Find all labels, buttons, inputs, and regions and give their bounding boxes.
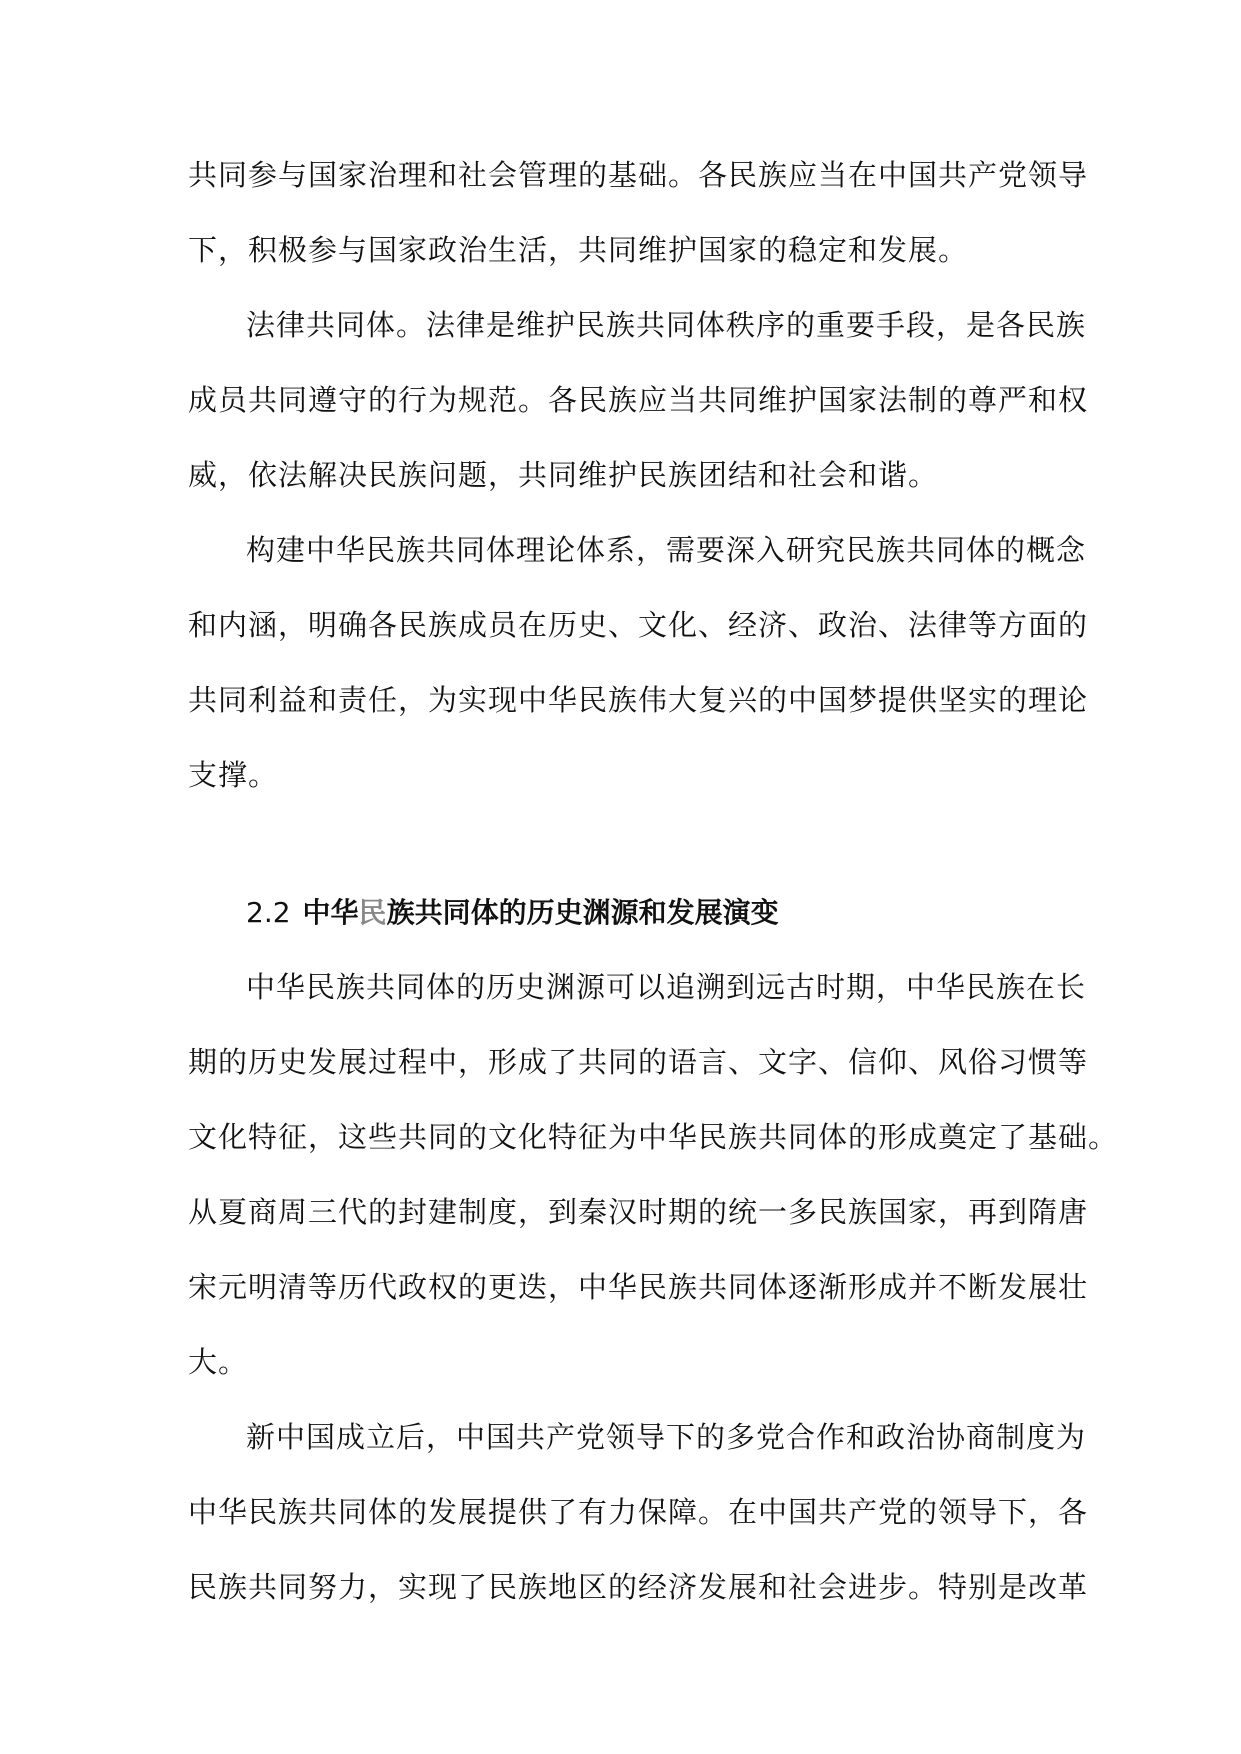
- paragraph-theory-system: [188, 513, 1089, 813]
- section-title-part: 族共同体的历史渊源和发展演变: [386, 896, 779, 929]
- section-heading: [188, 875, 1052, 950]
- section-title-highlight: 民: [358, 896, 387, 929]
- paragraph-governance-continuation: [188, 138, 1089, 288]
- paragraph-new-china: [188, 1400, 1089, 1625]
- text-line: 民族共同努力，实现了民族地区的经济发展和社会进步。特别是改革: [188, 1570, 1089, 1604]
- section-number: 2.2: [246, 896, 291, 929]
- text-line: 威，依法解决民族问题，共同维护民族团结和社会和谐。: [188, 458, 939, 492]
- text-line: 共同利益和责任，为实现中华民族伟大复兴的中国梦提供坚实的理论: [188, 683, 1089, 717]
- text-line: 期的历史发展过程中，形成了共同的语言、文字、信仰、风俗习惯等: [188, 1045, 1089, 1079]
- text-line: 中华民族共同体的历史渊源可以追溯到远古时期，中华民族在长: [246, 970, 1087, 1004]
- paragraph-historical-origins: [188, 950, 1119, 1400]
- page-content: [188, 138, 1119, 1625]
- text-line: 支撑。: [188, 758, 279, 792]
- text-line: 中华民族共同体的发展提供了有力保障。在中国共产党的领导下，各: [188, 1495, 1089, 1529]
- text-line: 构建中华民族共同体理论体系，需要深入研究民族共同体的概念: [246, 533, 1087, 567]
- text-line: 法律共同体。法律是维护民族共同体秩序的重要手段，是各民族: [246, 308, 1087, 342]
- text-line: 共同参与国家治理和社会管理的基础。各民族应当在中国共产党领导: [188, 158, 1089, 192]
- text-line: 从夏商周三代的封建制度，到秦汉时期的统一多民族国家，再到隋唐: [188, 1195, 1089, 1229]
- section-title-part: 中华: [302, 896, 359, 929]
- text-line: 大。: [188, 1345, 249, 1379]
- text-line: 下，积极参与国家政治生活，共同维护国家的稳定和发展。: [188, 233, 969, 267]
- text-line: 文化特征，这些共同的文化特征为中华民族共同体的形成奠定了基础。: [188, 1120, 1119, 1154]
- text-line: 和内涵，明确各民族成员在历史、文化、经济、政治、法律等方面的: [188, 608, 1089, 642]
- paragraph-legal-community: [188, 288, 1089, 513]
- text-line: 新中国成立后，中国共产党领导下的多党合作和政治协商制度为: [246, 1420, 1087, 1454]
- text-line: 成员共同遵守的行为规范。各民族应当共同维护国家法制的尊严和权: [188, 383, 1089, 417]
- text-line: 宋元明清等历代政权的更迭，中华民族共同体逐渐形成并不断发展壮: [188, 1270, 1089, 1304]
